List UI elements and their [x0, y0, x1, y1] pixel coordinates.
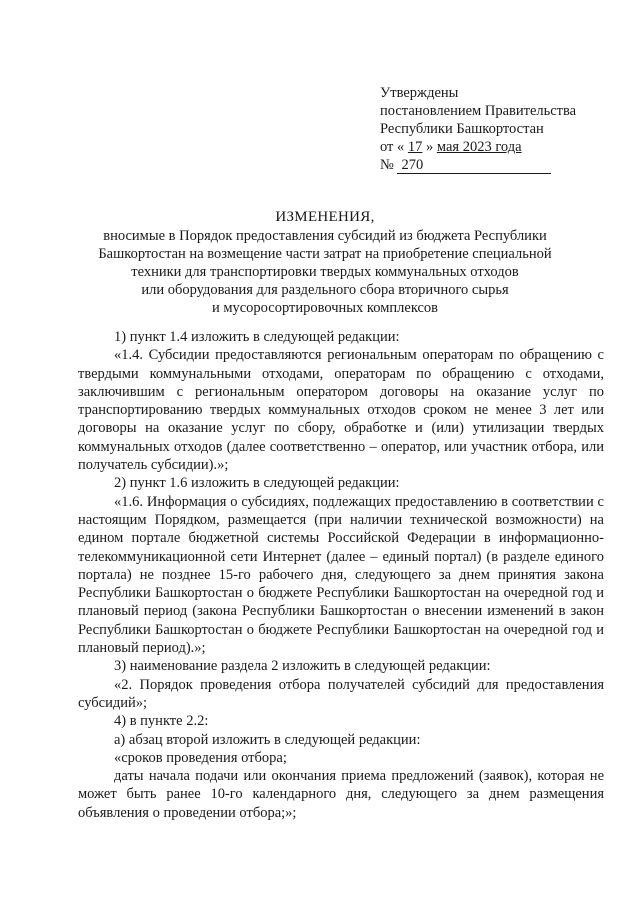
number-value: 270	[397, 158, 551, 174]
paragraph-8: а) абзац второй изложить в следующей редакции:	[114, 731, 421, 748]
paragraph-6: «2. Порядок проведения отбора получателей субсидий для предоставления субсидий»;	[78, 676, 604, 711]
paragraph-10: даты начала подачи или окончания приема предложений (заявок), которая не может быть ранее 10-го календарного дня, следующего за днем размещения объявления о проведении отбора;»;	[78, 768, 604, 821]
title-line-2: Башкортостан на возмещение части затрат на приобретение специальной	[98, 246, 552, 262]
number-label: №	[380, 157, 394, 173]
title-heading: ИЗМЕНЕНИЯ,	[275, 209, 375, 225]
document-title	[60, 208, 590, 317]
approval-number	[380, 156, 620, 174]
paragraph-2: «1.4. Субсидии предоставляются региональным операторам по обращению с твердыми коммунальными отходами, операторам по обращению с отходами, заключившим с региональным оператором договоры на оказание услуг по транспортированию твердых коммунальных отходов сроком не менее 3 лет или договоры на оказание услуг по сбору, обработке и (или) утилизации твердых коммунальных отходов (далее соответственно – оператор, или участник отбора, или получатель субсидии).»;	[78, 347, 604, 474]
paragraph-4: «1.6. Информация о субсидиях, подлежащих предоставлению в соответствии с настоящим Порядком, размещается (при наличии технической возможности) на едином портале бюджетной системы Российской Федерации в информационно-телекоммуникационной сети Интернет (далее – единый портал) (в разделе единого портала) не позднее 15-го рабочего дня, следующего за днем принятия закона Республики Башкортостан о бюджете Республики Башкортостан на очередной год и плановый период (закона Республики Башкортостан о внесении изменений в закон Республики Башкортостан о бюджете Республики Башкортостан на очередной год и плановый период).»;	[78, 493, 604, 657]
approval-line-2: постановлением Правительства	[380, 103, 577, 119]
paragraph-3: 2) пункт 1.6 изложить в следующей редакции:	[114, 475, 400, 492]
title-line-3: техники для транспортировки твердых коммунальных отходов	[131, 264, 519, 280]
title-line-1: вносимые в Порядок предоставления субсидий из бюджета Республики	[103, 228, 547, 244]
paragraph-9: «сроков проведения отбора;	[114, 749, 287, 766]
date-mid: »	[426, 139, 434, 155]
date-month-year: мая 2023 года	[436, 139, 522, 155]
approval-line-3: Республики Башкортостан	[380, 121, 544, 137]
approval-stamp	[380, 84, 620, 174]
title-line-4: или оборудования для раздельного сбора вторичного сырья	[141, 282, 509, 298]
approval-date	[380, 138, 620, 156]
paragraph-1: 1) пункт 1.4 изложить в следующей редакции:	[114, 329, 400, 345]
date-day: 17	[407, 139, 423, 155]
document-body	[78, 328, 604, 822]
title-line-5: и мусоросортировочных комплексов	[211, 300, 439, 316]
paragraph-7: 4) в пункте 2.2:	[114, 713, 209, 730]
date-prefix: от «	[380, 139, 405, 155]
paragraph-5: 3) наименование раздела 2 изложить в следующей редакции:	[114, 658, 491, 675]
approval-line-1: Утверждены	[380, 85, 459, 101]
